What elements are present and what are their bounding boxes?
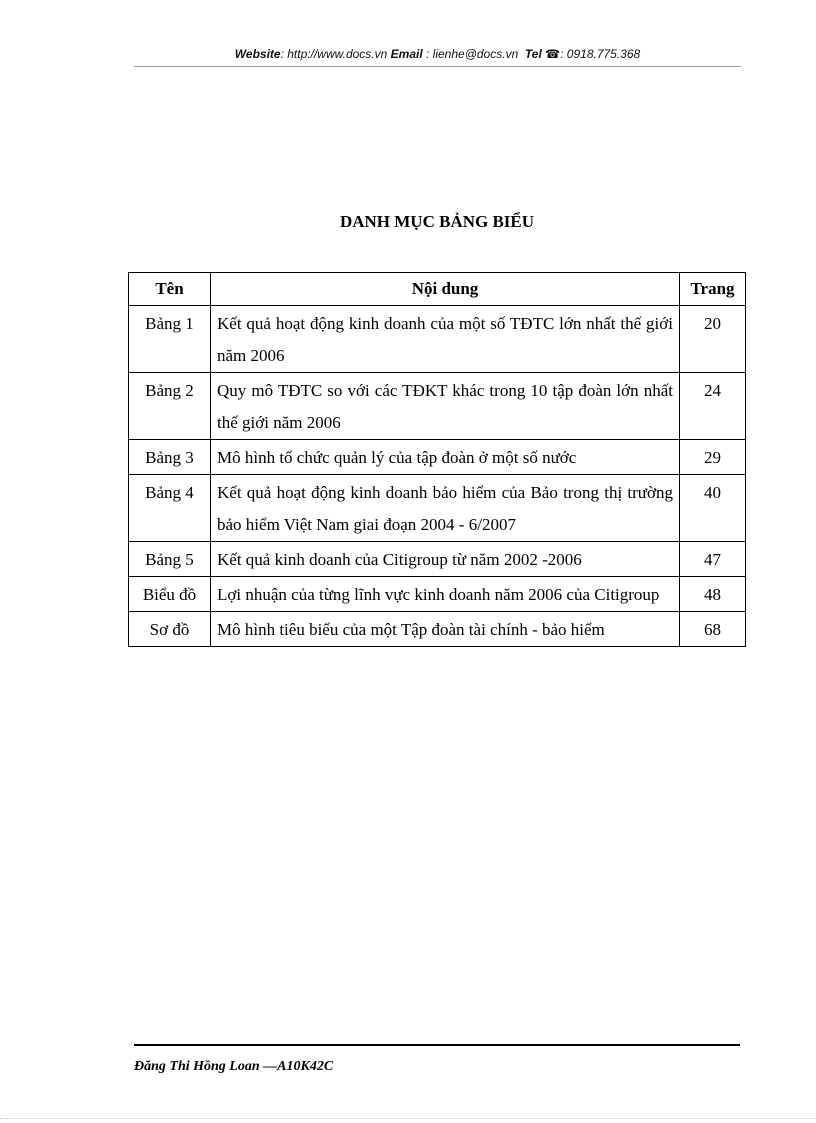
header-page: Trang xyxy=(680,273,746,306)
header-content: Nội dung xyxy=(211,273,680,306)
table-row xyxy=(129,306,746,373)
row-page: 20 xyxy=(680,306,746,373)
table-row xyxy=(129,542,746,577)
header-divider xyxy=(134,66,741,67)
tel-number: : 0918.775.368 xyxy=(560,47,641,61)
page-header xyxy=(134,47,741,61)
email-label: Email xyxy=(390,47,423,61)
table-row xyxy=(129,440,746,475)
row-name: Bảng 2 xyxy=(129,373,211,440)
row-name: Bảng 4 xyxy=(129,475,211,542)
row-name: Bảng 5 xyxy=(129,542,211,577)
footer-author: Đăng Thi Hồng Loan —A10K42C xyxy=(134,1059,334,1074)
row-content: Kết quả hoạt động kinh doanh của một số TĐTC lớn nhất thế giới năm 2006 xyxy=(211,306,680,373)
footer-divider xyxy=(134,1044,740,1046)
row-page: 29 xyxy=(680,440,746,475)
row-page: 47 xyxy=(680,542,746,577)
tel-label: Tel xyxy=(524,47,542,61)
phone-icon: ☎ xyxy=(545,47,561,61)
row-page: 68 xyxy=(680,612,746,647)
table-row xyxy=(129,373,746,440)
website-label: Website xyxy=(234,47,281,61)
email-address[interactable]: : lienhe@docs.vn xyxy=(422,47,519,61)
row-page: 48 xyxy=(680,577,746,612)
row-page: 40 xyxy=(680,475,746,542)
row-content: Lợi nhuận của từng lĩnh vực kinh doanh năm 2006 của Citigroup xyxy=(211,577,680,612)
row-content: Kết quả hoạt động kinh doanh bảo hiểm của Bảo trong thị trường bảo hiểm Việt Nam giai đoạn 2004 - 6/2007 xyxy=(211,475,680,542)
row-name: Biểu đồ xyxy=(129,577,211,612)
table-row xyxy=(129,577,746,612)
header-name: Tên xyxy=(129,273,211,306)
row-content: Mô hình tổ chức quản lý của tập đoàn ở một số nước xyxy=(211,440,680,475)
toc-table xyxy=(128,272,746,647)
table-row xyxy=(129,612,746,647)
table-header-row xyxy=(129,273,746,306)
table-row xyxy=(129,475,746,542)
row-content: Kết quả kinh doanh của Citigroup từ năm 2002 -2006 xyxy=(211,542,680,577)
row-content: Mô hình tiêu biểu của một Tập đoàn tài chính - bảo hiểm xyxy=(211,612,680,647)
row-content: Quy mô TĐTC so với các TĐKT khác trong 10 tập đoàn lớn nhất thế giới năm 2006 xyxy=(211,373,680,440)
page-title: DANH MỤC BẢNG BIỂU xyxy=(339,212,535,231)
row-name: Bảng 3 xyxy=(129,440,211,475)
page-bottom-dotted-rule xyxy=(0,1118,816,1119)
row-name: Bảng 1 xyxy=(129,306,211,373)
website-url[interactable]: : http://www.docs.vn xyxy=(280,47,388,61)
row-name: Sơ đồ xyxy=(129,612,211,647)
row-page: 24 xyxy=(680,373,746,440)
